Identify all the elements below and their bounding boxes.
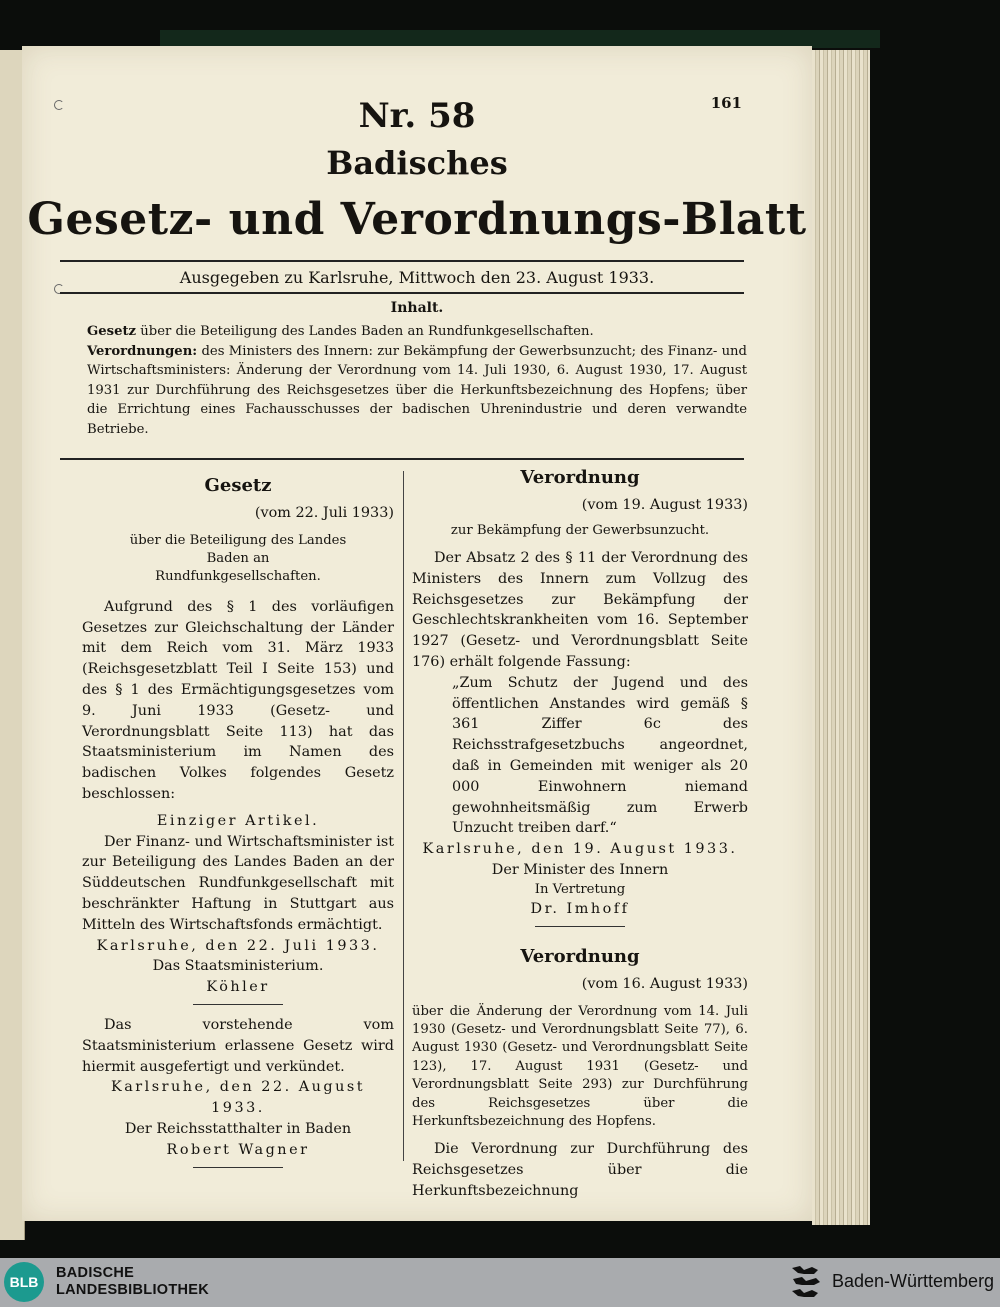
law-preamble: Aufgrund des § 1 des vorläufigen Gesetzes zur Gleichschaltung der Länder mit dem Reich vom 31. März 1933 (Reichsgesetzblatt Teil I Seite 153) und des § 1 des Ermächtigungsgesetzes vom 9. Juni 1933 (Gesetz- und Verordnungsblatt Seite 113) hat das Staatsministerium im Namen des badischen Volkes folgendes Gesetz beschlossen: [82, 598, 394, 802]
right-column [412, 468, 748, 1202]
library-name[interactable] [56, 1265, 209, 1299]
decree-1-date: (vom 19. August 1933) [581, 496, 748, 513]
decree-2-subject: über die Änderung der Verordnung vom 14. Juli 1930 (Gesetz- und Verordnungsblatt Seite 77), 6. August 1930 (Gesetz- und Verordnungsblatt Seite 123), 17. August 1931 (Gesetz- und Verordnungsblatt Seite 293) zur Durchführung des Reichsgesetzes über die Herkunftsbezeichnung des Hopfens. [412, 1003, 748, 1129]
decree-1-deputy: In Vertretung [534, 881, 626, 897]
contents-verordnungen-text: des Ministers des Innern: zur Bekämpfung der Gewerbsunzucht; des Finanz- und Wirtschaftsministers: Änderung der Verordnung vom 14. Juli 1930, 6. August 1930, 17. August 1931 zur Durchführung des Reichsgesetzes über die Herkunftsbezeichnung des Hopfens; über die Errichtung eines Fachausschusses der badischen Uhrenindustrie und deren verwandte Betriebe. [87, 343, 747, 437]
contents-title: Inhalt. [390, 300, 444, 316]
place-date-2: Karlsruhe, den 22. August 1933. [110, 1079, 366, 1117]
library-name-line2: LANDESBIBLIOTHEK [56, 1282, 210, 1298]
decree-2-date: (vom 16. August 1933) [581, 975, 748, 992]
divider [60, 260, 744, 262]
divider [60, 458, 744, 460]
decree-1-authority: Der Minister des Innern [491, 861, 669, 878]
short-divider [193, 1004, 283, 1005]
footer-bar [0, 1258, 1000, 1307]
decree-1-subject: zur Bekämpfung der Gewerbsunzucht. [450, 522, 710, 538]
promulgation-text: Das vorstehende vom Staatsministerium erlassene Gesetz wird hiermit ausgefertigt und verkündet. [82, 1016, 394, 1075]
library-name-line1: BADISCHE [56, 1265, 135, 1281]
divider [60, 292, 744, 294]
decree-1-heading: Verordnung [520, 467, 640, 488]
masthead-line1: Badisches [326, 144, 508, 182]
decree-1-text: Der Absatz 2 des § 11 der Verordnung des Ministers des Innern zum Vollzug des Reichsgesetzes zur Bekämpfung der Geschlechtskrankheiten vom 16. September 1927 (Gesetz- und Verordnungsblatt Seite 176) erhält folgende Fassung: [412, 550, 748, 670]
masthead-title: Gesetz- und Verordnungs-Blatt [27, 194, 807, 245]
decree-1-signer: Dr. Imhoff [530, 901, 630, 918]
baden-wuerttemberg-lions-icon [790, 1264, 822, 1302]
decree-2-text: Die Verordnung zur Durchführung des Reichsgesetzes über die Herkunftsbezeichnung [412, 1141, 748, 1199]
short-divider [535, 926, 625, 927]
authority-2: Der Reichsstatthalter in Baden [124, 1120, 352, 1137]
contents-gesetz-label: Gesetz [87, 324, 137, 339]
signer-2: Robert Wagner [166, 1141, 310, 1158]
state-name[interactable]: Baden-Württemberg [832, 1271, 995, 1291]
column-divider [403, 471, 404, 1161]
place-date-1: Karlsruhe, den 22. Juli 1933. [96, 937, 380, 954]
article-text: Der Finanz- und Wirtschaftsminister ist zur Beteiligung des Landes Baden an der Süddeutschen Rundfunkgesellschaft mit beschränkter Haftung in Stuttgart aus Mitteln des Wirtschaftsfonds ermächtigt. [82, 833, 394, 933]
blb-logo[interactable]: BLB [4, 1262, 44, 1302]
contents-gesetz-text: über die Beteiligung des Landes Baden an Rundfunkgesellschaften. [136, 324, 594, 339]
decree-1-place-date: Karlsruhe, den 19. August 1933. [422, 841, 738, 858]
article-title: Einziger Artikel. [156, 812, 320, 829]
decree-1-quote: „Zum Schutz der Jugend und des öffentlichen Anstandes wird gemäß § 361 Ziffer 6c des Reichsstrafgesetzbuchs angeordnet, daß in Gemeinden mit weniger als 20 000 Einwohnern niemand gewohnheitsmäßig zum Erwerb Unzucht treiben darf.“ [452, 674, 748, 837]
law-subject: über die Beteiligung des Landes Baden an Rundfunkgesellschaften. [129, 532, 347, 585]
issue-number: Nr. 58 [358, 96, 476, 136]
law-heading: Gesetz [204, 475, 272, 496]
short-divider [193, 1167, 283, 1168]
issue-date-line: Ausgegeben zu Karlsruhe, Mittwoch den 23. August 1933. [179, 268, 655, 287]
page-number: 161 [710, 94, 742, 112]
contents-block [87, 322, 747, 440]
signer-1: Köhler [206, 979, 270, 996]
page-stack-edge [812, 50, 870, 1225]
contents-verordnungen-label: Verordnungen: [87, 343, 198, 359]
document-page [22, 46, 812, 1221]
authority-1: Das Staatsministerium. [152, 958, 324, 975]
decree-2-heading: Verordnung [520, 945, 640, 967]
left-column [82, 476, 394, 1174]
law-date: (vom 22. Juli 1933) [254, 504, 394, 521]
